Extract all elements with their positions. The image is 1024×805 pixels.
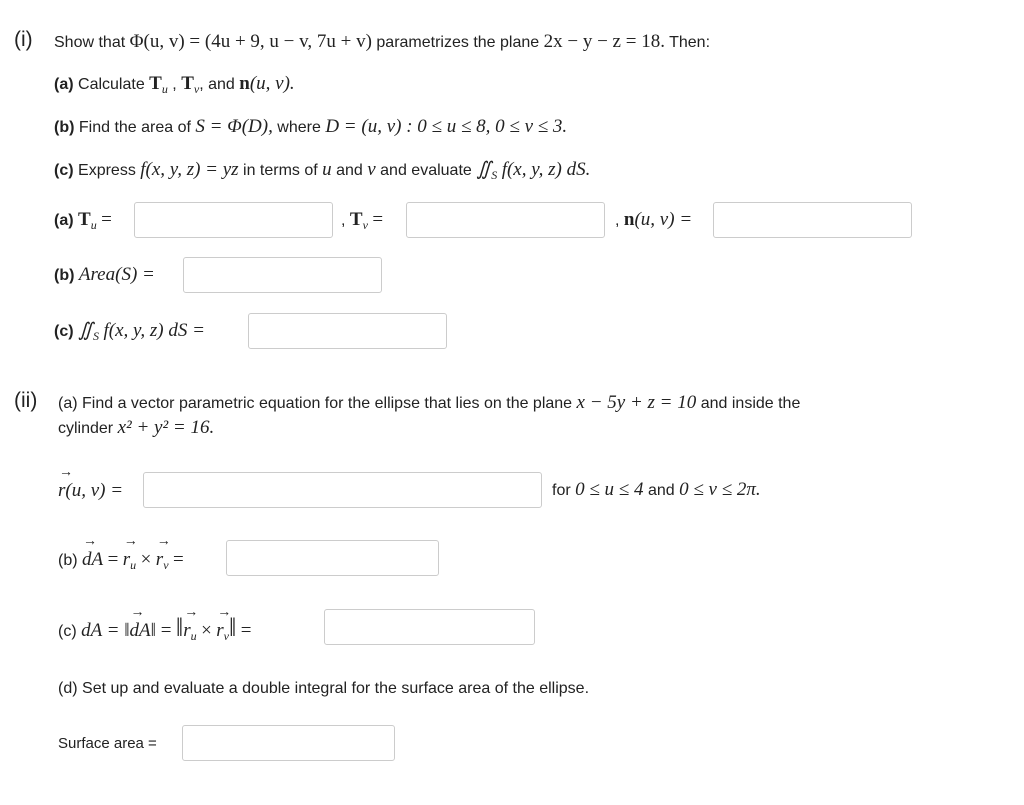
answer-i-a-n-label: , n(u, v) = bbox=[615, 209, 693, 230]
r-vector-input[interactable] bbox=[143, 472, 542, 508]
answer-i-b-label: (b) Area(S) = bbox=[54, 264, 155, 285]
dA-vector-input[interactable] bbox=[226, 540, 439, 576]
r-label: → r(u, v) = bbox=[58, 481, 123, 502]
surface-integral-symbol: ∬ bbox=[476, 159, 492, 180]
question-ii-b-label: (b) → dA = → $r_u$ × → $r_v$ = bbox=[58, 550, 184, 575]
tu-input[interactable] bbox=[134, 202, 333, 238]
area-input[interactable] bbox=[183, 257, 382, 293]
part-i-number: (i) bbox=[14, 28, 33, 51]
tv-input[interactable] bbox=[406, 202, 605, 238]
answer-i-a-tv-label: , $T_v$ = bbox=[341, 209, 384, 233]
dA-input[interactable] bbox=[324, 609, 535, 645]
surface-integral-input[interactable] bbox=[248, 313, 447, 349]
part-ii-number: (ii) bbox=[14, 389, 38, 412]
question-ii-a-line2: cylinder x² + y² = 16. bbox=[58, 417, 215, 438]
answer-i-a-label: (a) $T_u$ = bbox=[54, 209, 112, 233]
question-i-a: (a) Calculate $T_u$ , $T_v$, and n(u, v). bbox=[54, 73, 295, 97]
question-ii-d: (d) Set up and evaluate a double integral for the surface area of the ellipse. bbox=[58, 680, 590, 697]
question-i-b: (b) Find the area of S = Φ(D), where D = (u, v) : 0 ≤ u ≤ 8, 0 ≤ v ≤ 3. bbox=[54, 116, 568, 137]
surface-area-label: Surface area = bbox=[58, 735, 157, 752]
question-ii-c-label: (c) dA = ‖→ dA‖ = ‖→ $r_u$ × → $r_v‖$ = bbox=[58, 618, 251, 646]
question-i-c: (c) Express f(x, y, z) = yz in terms of u and v and evaluate $∬_S$ f(x, y, z) dS. bbox=[54, 159, 591, 183]
parametrization-formula: Φ(u, v) = (4u + 9, u − v, 7u + v) bbox=[129, 31, 372, 52]
plane-equation: 2x − y − z = 18. bbox=[543, 31, 665, 52]
part-i-intro: Show that Φ(u, v) = (4u + 9, u − v, 7u + v) parametrizes the plane 2x − y − z = 18. Then: bbox=[54, 31, 711, 52]
normal-vector-input[interactable] bbox=[713, 202, 912, 238]
answer-i-c-label: (c) $∬_S$ f(x, y, z) dS = bbox=[54, 320, 205, 344]
question-ii-a: (a) Find a vector parametric equation for the ellipse that lies on the plane x − 5y + z = 10 and inside the bbox=[58, 392, 801, 413]
r-range: for 0 ≤ u ≤ 4 and 0 ≤ v ≤ 2π. bbox=[552, 479, 761, 500]
surface-area-input[interactable] bbox=[182, 725, 395, 761]
